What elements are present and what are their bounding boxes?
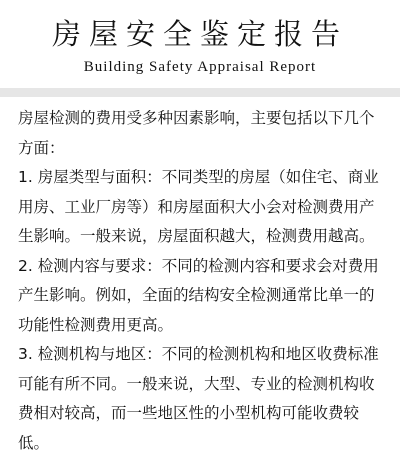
- intro-paragraph: 房屋检测的费用受多种因素影响，主要包括以下几个方面：: [18, 109, 375, 157]
- factor-item-1: 1. 房屋类型与面积：不同类型的房屋（如住宅、商业用房、工业厂房等）和房屋面积大小会对检测费用产生影响。一般来说，房屋面积越大，检测费用越高。: [18, 168, 379, 245]
- factor-item-3: 3. 检测机构与地区：不同的检测机构和地区收费标准可能有所不同。一般来说，大型、专业的检测机构收费相对较高，而一些地区性的小型机构可能收费较低。: [18, 345, 379, 452]
- report-subtitle: Building Safety Appraisal Report: [83, 59, 317, 75]
- factor-item-2: 2. 检测内容与要求：不同的检测内容和要求会对费用产生影响。例如，全面的结构安全检测通常比单一的功能性检测费用更高。: [18, 256, 379, 334]
- section-divider: [0, 88, 400, 97]
- report-title: 房屋安全鉴定报告: [51, 17, 348, 51]
- report-header: [0, 0, 400, 86]
- article-body: [18, 104, 384, 458]
